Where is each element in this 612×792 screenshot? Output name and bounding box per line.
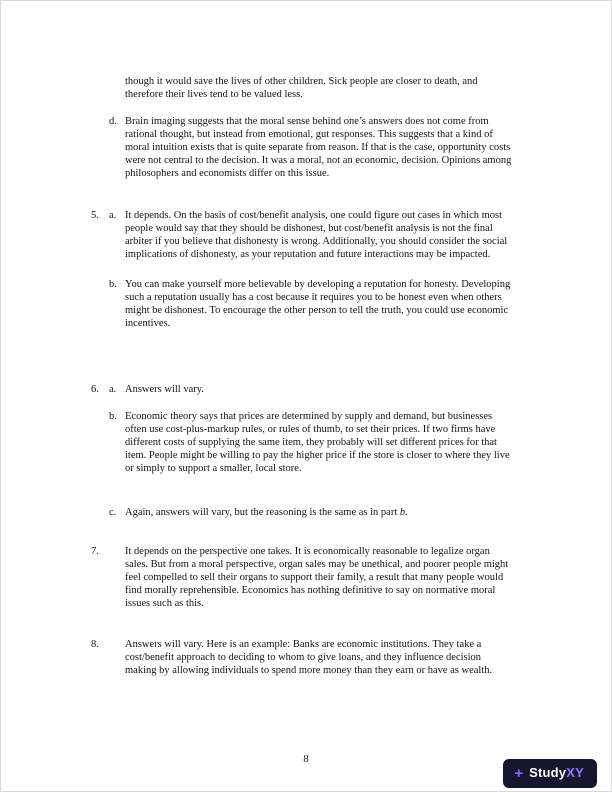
item-letter: d. xyxy=(109,116,117,127)
answer-text-italic: b xyxy=(399,507,406,518)
item-number: 6. xyxy=(91,384,99,395)
answer-block-4d xyxy=(91,115,515,180)
answer-block-6a xyxy=(91,383,515,396)
item-letter: c. xyxy=(109,507,117,518)
item-number: 5. xyxy=(91,210,99,221)
item-letter: a. xyxy=(109,210,117,221)
item-number: 7. xyxy=(91,546,99,557)
answer-text: Answers will vary. Here is an example: Banks are economic institutions. They take a cost/benefit approach to deciding to whom to give loans, and they influence decision making by allowing individuals to spend more money than they earn or have as wealth. xyxy=(125,639,493,676)
answer-text: It depends. On the basis of cost/benefit analysis, one could figure out cases in which most people would say that they should be dishonest, but cost/benefit analysis is not the final arbiter if you believe that dishonesty is wrong. Additionally, you should consider the social implications of dishonesty, as your reputation and future interactions may be impacted. xyxy=(125,210,508,260)
brand-name-study: Study xyxy=(529,765,567,780)
item-letter: b. xyxy=(109,279,117,290)
answer-block-5b xyxy=(91,278,515,330)
answer-block-6c xyxy=(91,506,515,519)
answer-text: You can make yourself more believable by developing a reputation for honesty. Developing such a reputation usually has a cost because it requires you to be honest even when others might be dishonest. To encourage the other person to tell the truth, you could use economic incentives. xyxy=(125,279,511,329)
answer-text: Economic theory says that prices are determined by supply and demand, but businesses often use cost-plus-markup rules, or rules of thumb, to set their prices. If two firms have different costs of supplying the same item, they probably will set different prices for that item. People might be willing to pay the higher price if the store is closer to where they live or simply to support a smaller, local store. xyxy=(125,411,510,474)
answer-text: It depends on the perspective one takes. It is economically reasonable to legalize organ sales. But from a moral perspective, organ sales may be unethical, and poorer people might feel compelled to sell their organs to support their family, a result that many people would find morally reprehensible. Economics has nothing definitive to say on normative moral issues such as this. xyxy=(125,546,509,609)
studyxy-logo-badge xyxy=(503,759,597,788)
answer-block-7 xyxy=(91,545,515,610)
answer-key-content xyxy=(91,75,515,677)
paragraph-continuation xyxy=(91,75,515,101)
plus-icon: + xyxy=(514,764,524,782)
answer-text xyxy=(125,506,515,519)
answer-text: Answers will vary. xyxy=(125,384,204,395)
answer-block-5a xyxy=(91,209,515,261)
item-letter: b. xyxy=(109,411,117,422)
page-number: 8 xyxy=(303,754,309,765)
answer-block-8 xyxy=(91,638,515,677)
item-letter: a. xyxy=(109,384,117,395)
answer-text: though it would save the lives of other children. Sick people are closer to death, and therefore their lives tend to be valued less. xyxy=(125,76,478,100)
answer-block-6b xyxy=(91,410,515,475)
brand-name-xy: XY xyxy=(566,765,584,780)
answer-text-segment: Again, answers will vary, but the reasoning is the same as in part xyxy=(125,507,400,518)
brand-name xyxy=(529,764,584,782)
item-number: 8. xyxy=(91,639,99,650)
answer-text-segment: . xyxy=(405,507,408,518)
answer-text: Brain imaging suggests that the moral sense behind one’s answers does not come from rational thought, but instead from emotional, gut responses. This suggests that a kind of moral intuition exists that is quite separate from reason. If that is the case, opportunity costs were not central to the decision. It was a moral, not an economic, decision. Opinions among philosophers and economists differ on this issue. xyxy=(125,116,512,179)
